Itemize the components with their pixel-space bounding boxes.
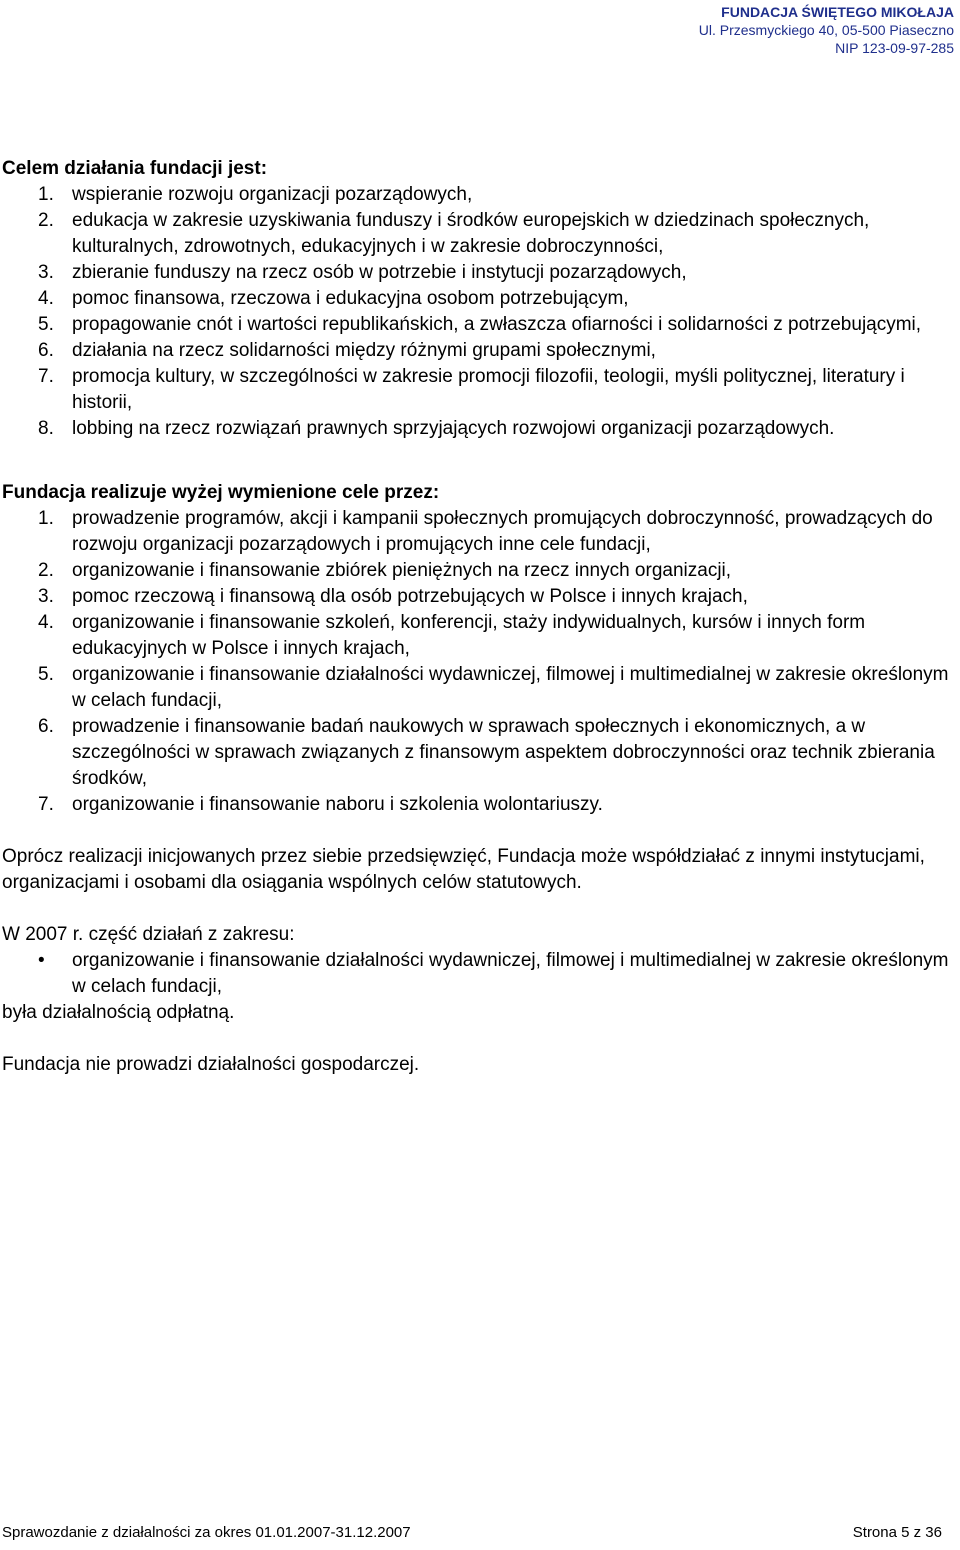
list-item (2, 584, 952, 610)
goals-list (2, 182, 952, 442)
list-item (2, 364, 952, 416)
list-item-text: prowadzenie programów, akcji i kampanii społecznych promujących dobroczynność, prowadzących do rozwoju organizacji pozarządowych i promujących inne cele fundacji, (72, 508, 933, 555)
organization-nip: NIP 123-09-97-285 (835, 40, 954, 56)
list-item-text: edukacja w zakresie uzyskiwania funduszy i środków europejskich w dziedzinach społecznych, kulturalnych, zdrowotnych, edukacyjnych i w zakresie dobroczynności, (72, 210, 870, 257)
list-item (2, 286, 952, 312)
goals-heading: Celem działania fundacji jest: (2, 158, 268, 179)
organization-address: Ul. Przesmyckiego 40, 05-500 Piaseczno (698, 22, 954, 38)
list-item-text: lobbing na rzecz rozwiązań prawnych sprzyjających rozwojowi organizacji pozarządowych. (72, 418, 835, 439)
cooperation-paragraph: Oprócz realizacji inicjowanych przez siebie przedsięwzięć, Fundacja może współdziałać z innymi instytucjami, organizacjami i osobami dla osiągania wspólnych celów statutowych. (2, 846, 925, 893)
list-item (2, 792, 952, 818)
means-list (2, 506, 952, 818)
list-number: 3. (38, 262, 54, 283)
list-item-text: działania na rzecz solidarności między różnymi grupami społecznymi, (72, 340, 656, 361)
list-number: 1. (38, 184, 54, 205)
list-item-text: organizowanie i finansowanie naboru i szkolenia wolontariuszy. (72, 794, 603, 815)
organization-name: FUNDACJA ŚWIĘTEGO MIKOŁAJA (721, 4, 954, 20)
list-number: 1. (38, 508, 54, 529)
list-number: 5. (38, 664, 54, 685)
report-title: Sprawozdanie z działalności za okres 01.01.2007-31.12.2007 (2, 1524, 411, 1541)
list-item (2, 416, 952, 442)
activities-2007-intro: W 2007 r. część działań z zakresu: (2, 924, 295, 945)
list-item-text: zbieranie funduszy na rzecz osób w potrzebie i instytucji pozarządowych, (72, 262, 687, 283)
list-item-text: pomoc rzeczową i finansową dla osób potrzebujących w Polsce i innych krajach, (72, 586, 748, 607)
bullet-item-text: organizowanie i finansowanie działalności wydawniczej, filmowej i multimedialnej w zakresie określonym w celach fundacji, (72, 950, 949, 997)
list-item (2, 558, 952, 584)
bullet-list-item (2, 948, 952, 1000)
means-heading: Fundacja realizuje wyżej wymienione cele przez: (2, 482, 440, 503)
list-item (2, 338, 952, 364)
list-item-text: wspieranie rozwoju organizacji pozarządowych, (72, 184, 473, 205)
list-item-text: organizowanie i finansowanie działalności wydawniczej, filmowej i multimedialnej w zakresie określonym w celach fundacji, (72, 664, 949, 711)
list-item (2, 610, 952, 662)
letterhead (699, 3, 954, 57)
list-item (2, 182, 952, 208)
list-item-text: propagowanie cnót i wartości republikańskich, a zwłaszcza ofiarności i solidarności z potrzebującymi, (72, 314, 922, 335)
bullet-icon: • (38, 950, 45, 971)
no-business-paragraph: Fundacja nie prowadzi działalności gospodarczej. (2, 1054, 420, 1075)
list-item-text: promocja kultury, w szczególności w zakresie promocji filozofii, teologii, myśli politycznej, literatury i historii, (72, 366, 905, 413)
list-item (2, 312, 952, 338)
list-item (2, 260, 952, 286)
page-footer (2, 1524, 942, 1542)
activities-2007-outro: była działalnością odpłatną. (2, 1002, 235, 1023)
page-number: Strona 5 z 36 (852, 1524, 942, 1541)
list-item-text: prowadzenie i finansowanie badań naukowych w sprawach społecznych i ekonomicznych, a w szczególności w sprawach związanych z finansowym aspektem dobroczynności oraz technik zbierania środków, (72, 716, 935, 789)
list-number: 6. (38, 716, 54, 737)
list-number: 5. (38, 314, 54, 335)
list-number: 4. (38, 612, 54, 633)
list-number: 7. (38, 794, 54, 815)
list-item-text: pomoc finansowa, rzeczowa i edukacyjna osobom potrzebującym, (72, 288, 629, 309)
list-number: 2. (38, 210, 54, 231)
list-item (2, 208, 952, 260)
list-number: 8. (38, 418, 54, 439)
list-item-text: organizowanie i finansowanie zbiórek pieniężnych na rzecz innych organizacji, (72, 560, 732, 581)
list-number: 6. (38, 340, 54, 361)
list-item (2, 506, 952, 558)
document-body (2, 156, 952, 1078)
list-number: 2. (38, 560, 54, 581)
list-item (2, 714, 952, 792)
list-item (2, 662, 952, 714)
list-item-text: organizowanie i finansowanie szkoleń, konferencji, staży indywidualnych, kursów i innych form edukacyjnych w Polsce i innych krajach, (72, 612, 866, 659)
list-number: 7. (38, 366, 54, 387)
list-number: 3. (38, 586, 54, 607)
list-number: 4. (38, 288, 54, 309)
